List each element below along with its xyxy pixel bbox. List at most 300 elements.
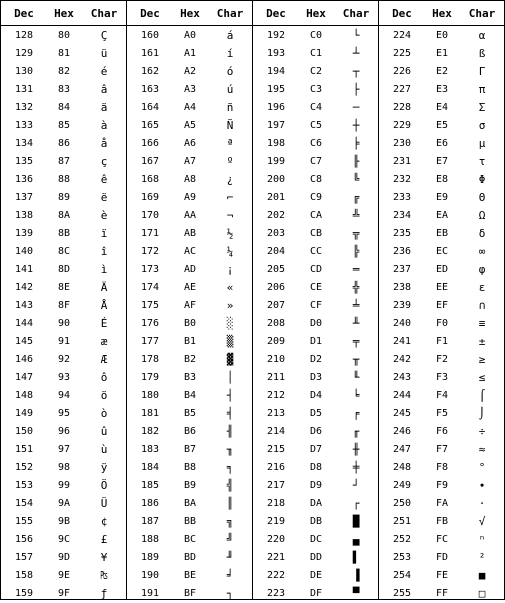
cell-hex: EE (435, 282, 449, 293)
cell-dec: 146 (14, 354, 34, 365)
cell-char: ╖ (226, 443, 234, 456)
cell-dec: 201 (266, 192, 286, 203)
cell-hex: C3 (309, 84, 323, 95)
cell-hex: 94 (57, 390, 71, 401)
cell-hex: 85 (57, 120, 71, 131)
cell-char: ⌐ (226, 191, 234, 204)
cell-dec: 175 (140, 300, 160, 311)
cell-hex: FD (435, 552, 449, 563)
cell-char: τ (478, 155, 486, 168)
cell-dec: 251 (392, 516, 412, 527)
cell-hex: 91 (57, 336, 71, 347)
cell-hex: 97 (57, 444, 71, 455)
cell-char: ÿ (100, 461, 108, 474)
cell-dec: 128 (14, 30, 34, 41)
cell-hex: B7 (183, 444, 197, 455)
cell-dec: 230 (392, 138, 412, 149)
cell-char: å (100, 137, 108, 150)
cell-hex: CC (309, 246, 323, 257)
cell-hex: E7 (435, 156, 449, 167)
cell-dec: 144 (14, 318, 34, 329)
cell-hex: F4 (435, 390, 449, 401)
cell-dec: 222 (266, 570, 286, 581)
cell-dec: 170 (140, 210, 160, 221)
header-hex: Hex (432, 7, 452, 20)
cell-dec: 168 (140, 174, 160, 185)
cell-hex: 86 (57, 138, 71, 149)
cell-char: ä (100, 101, 108, 114)
cell-hex: A8 (183, 174, 197, 185)
cell-char: £ (100, 533, 108, 546)
cell-dec: 133 (14, 120, 34, 131)
cell-char: ╝ (226, 533, 234, 546)
cell-char: └ (352, 29, 360, 42)
cell-dec: 159 (14, 588, 34, 599)
cell-dec: 173 (140, 264, 160, 275)
cell-dec: 160 (140, 30, 160, 41)
cell-dec: 204 (266, 246, 286, 257)
cell-char: ┼ (352, 119, 360, 132)
cell-dec: 190 (140, 570, 160, 581)
cell-dec: 153 (14, 480, 34, 491)
cell-char: ¡ (226, 263, 234, 276)
cell-char: ≥ (478, 353, 486, 366)
cell-dec: 213 (266, 408, 286, 419)
cell-char: É (100, 317, 108, 330)
cell-dec: 228 (392, 102, 412, 113)
cell-char: Σ (478, 101, 486, 114)
cell-hex: 9B (57, 516, 71, 527)
cell-hex: C4 (309, 102, 323, 113)
cell-dec: 208 (266, 318, 286, 329)
cell-dec: 199 (266, 156, 286, 167)
cell-char: Γ (478, 65, 486, 78)
cell-dec: 141 (14, 264, 34, 275)
cell-hex: EB (435, 228, 449, 239)
cell-dec: 181 (140, 408, 160, 419)
cell-dec: 253 (392, 552, 412, 563)
cell-char: » (226, 299, 234, 312)
cell-hex: CE (309, 282, 323, 293)
cell-char: æ (100, 335, 108, 348)
cell-hex: F3 (435, 372, 449, 383)
cell-hex: 8E (57, 282, 71, 293)
cell-hex: EA (435, 210, 449, 221)
cell-hex: E8 (435, 174, 449, 185)
cell-char: ∩ (478, 299, 486, 312)
cell-dec: 219 (266, 516, 286, 527)
cell-hex: BA (183, 498, 197, 509)
cell-dec: 161 (140, 48, 160, 59)
cell-char: ▌ (352, 551, 360, 564)
cell-hex: E1 (435, 48, 449, 59)
cell-hex: 8C (57, 246, 71, 257)
cell-hex: F7 (435, 444, 449, 455)
cell-char: Ä (100, 281, 108, 294)
cell-hex: FE (435, 570, 449, 581)
cell-dec: 203 (266, 228, 286, 239)
cell-hex: C1 (309, 48, 323, 59)
cell-dec: 165 (140, 120, 160, 131)
cell-char: ¬ (226, 209, 234, 222)
cell-char: ï (100, 227, 108, 240)
cell-dec: 157 (14, 552, 34, 563)
cell-dec: 218 (266, 498, 286, 509)
cell-dec: 139 (14, 228, 34, 239)
cell-dec: 225 (392, 48, 412, 59)
cell-char: ≈ (478, 443, 486, 456)
cell-char: ¢ (100, 515, 108, 528)
cell-dec: 188 (140, 534, 160, 545)
cell-char: ½ (226, 227, 234, 240)
cell-char: ª (226, 137, 234, 150)
cell-hex: 82 (57, 66, 71, 77)
cell-dec: 244 (392, 390, 412, 401)
cell-dec: 196 (266, 102, 286, 113)
cell-hex: A3 (183, 84, 197, 95)
cell-hex: 95 (57, 408, 71, 419)
cell-char: ú (226, 83, 234, 96)
cell-dec: 198 (266, 138, 286, 149)
cell-dec: 229 (392, 120, 412, 131)
cell-char: ═ (352, 263, 360, 276)
cell-hex: B4 (183, 390, 197, 401)
cell-dec: 149 (14, 408, 34, 419)
cell-hex: F9 (435, 480, 449, 491)
cell-char: ┤ (226, 389, 234, 402)
cell-hex: F5 (435, 408, 449, 419)
cell-hex: A7 (183, 156, 197, 167)
cell-dec: 255 (392, 588, 412, 599)
cell-hex: E2 (435, 66, 449, 77)
cell-char: ε (478, 281, 486, 294)
cell-hex: 8B (57, 228, 71, 239)
cell-char: Φ (478, 173, 486, 186)
cell-dec: 163 (140, 84, 160, 95)
cell-char: ² (478, 551, 486, 564)
cell-char: ± (478, 335, 486, 348)
cell-dec: 246 (392, 426, 412, 437)
cell-dec: 214 (266, 426, 286, 437)
cell-hex: 89 (57, 192, 71, 203)
cell-char: é (100, 65, 108, 78)
cell-char: î (100, 245, 108, 258)
cell-hex: F1 (435, 336, 449, 347)
cell-hex: C2 (309, 66, 323, 77)
cell-dec: 220 (266, 534, 286, 545)
cell-hex: 8F (57, 300, 71, 311)
header-dec: Dec (14, 7, 34, 20)
cell-hex: AF (183, 300, 197, 311)
cell-dec: 166 (140, 138, 160, 149)
cell-hex: F8 (435, 462, 449, 473)
cell-dec: 200 (266, 174, 286, 185)
cell-dec: 210 (266, 354, 286, 365)
cell-hex: A5 (183, 120, 197, 131)
cell-dec: 148 (14, 390, 34, 401)
cell-dec: 162 (140, 66, 160, 77)
cell-char: ≡ (478, 317, 486, 330)
cell-hex: CD (309, 264, 323, 275)
cell-dec: 186 (140, 498, 160, 509)
cell-dec: 192 (266, 30, 286, 41)
cell-hex: AA (183, 210, 197, 221)
cell-hex: A6 (183, 138, 197, 149)
group-divider-1 (126, 1, 127, 599)
cell-hex: B8 (183, 462, 197, 473)
cell-dec: 167 (140, 156, 160, 167)
cell-dec: 242 (392, 354, 412, 365)
cell-dec: 136 (14, 174, 34, 185)
cell-char: ÷ (478, 425, 486, 438)
cell-dec: 130 (14, 66, 34, 77)
header-char: Char (90, 7, 118, 20)
cell-char: ├ (352, 83, 360, 96)
cell-char: ó (226, 65, 234, 78)
header-dec: Dec (140, 7, 160, 20)
cell-char: ò (100, 407, 108, 420)
cell-char: ∙ (478, 479, 486, 492)
cell-hex: 9A (57, 498, 71, 509)
cell-char: ö (100, 389, 108, 402)
header-char: Char (468, 7, 496, 20)
cell-char: ┌ (352, 497, 360, 510)
cell-char: ╓ (352, 425, 360, 438)
cell-hex: F2 (435, 354, 449, 365)
cell-dec: 155 (14, 516, 34, 527)
cell-dec: 172 (140, 246, 160, 257)
cell-char: ▒ (226, 335, 234, 348)
cell-hex: 9D (57, 552, 71, 563)
cell-hex: D6 (309, 426, 323, 437)
cell-hex: D5 (309, 408, 323, 419)
cell-hex: E4 (435, 102, 449, 113)
cell-hex: EF (435, 300, 449, 311)
cell-hex: E5 (435, 120, 449, 131)
cell-char: ╕ (226, 461, 234, 474)
cell-hex: BC (183, 534, 197, 545)
cell-dec: 195 (266, 84, 286, 95)
cell-dec: 247 (392, 444, 412, 455)
cell-hex: C5 (309, 120, 323, 131)
cell-hex: 9C (57, 534, 71, 545)
cell-char: ≤ (478, 371, 486, 384)
cell-char: ô (100, 371, 108, 384)
cell-hex: 81 (57, 48, 71, 59)
cell-char: ì (100, 263, 108, 276)
cell-dec: 151 (14, 444, 34, 455)
cell-char: ° (478, 461, 486, 474)
cell-hex: C0 (309, 30, 323, 41)
cell-hex: BB (183, 516, 197, 527)
cell-hex: B3 (183, 372, 197, 383)
cell-hex: B1 (183, 336, 197, 347)
cell-dec: 236 (392, 246, 412, 257)
cell-dec: 158 (14, 570, 34, 581)
cell-dec: 197 (266, 120, 286, 131)
cell-dec: 169 (140, 192, 160, 203)
cell-dec: 152 (14, 462, 34, 473)
cell-dec: 249 (392, 480, 412, 491)
header-char: Char (216, 7, 244, 20)
cell-char: ╫ (352, 443, 360, 456)
cell-hex: FF (435, 588, 449, 599)
cell-hex: BD (183, 552, 197, 563)
cell-hex: 9E (57, 570, 71, 581)
cell-char: Θ (478, 191, 486, 204)
cell-hex: A4 (183, 102, 197, 113)
cell-char: ƒ (100, 587, 108, 600)
cell-char: ▓ (226, 353, 234, 366)
cell-dec: 207 (266, 300, 286, 311)
cell-char: ╩ (352, 209, 360, 222)
cell-char: û (100, 425, 108, 438)
cell-char: φ (478, 263, 486, 276)
cell-hex: 98 (57, 462, 71, 473)
cell-hex: D1 (309, 336, 323, 347)
cell-char: ╠ (352, 245, 360, 258)
cell-char: ß (478, 47, 486, 60)
cell-dec: 227 (392, 84, 412, 95)
cell-hex: DF (309, 588, 323, 599)
cell-char: ╒ (352, 407, 360, 420)
cell-dec: 131 (14, 84, 34, 95)
cell-dec: 245 (392, 408, 412, 419)
cell-hex: B0 (183, 318, 197, 329)
cell-hex: E3 (435, 84, 449, 95)
cell-char: ¿ (226, 173, 234, 186)
cell-dec: 191 (140, 588, 160, 599)
cell-hex: D3 (309, 372, 323, 383)
cell-hex: 80 (57, 30, 71, 41)
cell-char: ┐ (226, 587, 234, 600)
cell-dec: 215 (266, 444, 286, 455)
cell-char: ╔ (352, 191, 360, 204)
cell-hex: E9 (435, 192, 449, 203)
header-hex: Hex (306, 7, 326, 20)
cell-char: á (226, 29, 234, 42)
cell-hex: AC (183, 246, 197, 257)
cell-char: ╘ (352, 389, 360, 402)
cell-hex: D7 (309, 444, 323, 455)
cell-char: í (226, 47, 234, 60)
cell-char: Ñ (226, 119, 234, 132)
cell-char: à (100, 119, 108, 132)
cell-char: ₧ (100, 569, 108, 582)
cell-char: ñ (226, 101, 234, 114)
cell-char: ╤ (352, 335, 360, 348)
cell-char: π (478, 83, 486, 96)
cell-char: σ (478, 119, 486, 132)
cell-char: ë (100, 191, 108, 204)
cell-char: ê (100, 173, 108, 186)
cell-dec: 182 (140, 426, 160, 437)
cell-dec: 235 (392, 228, 412, 239)
cell-char: è (100, 209, 108, 222)
cell-dec: 145 (14, 336, 34, 347)
cell-dec: 209 (266, 336, 286, 347)
cell-char: Ç (100, 29, 108, 42)
group-divider-2 (252, 1, 253, 599)
cell-char: ╬ (352, 281, 360, 294)
cell-hex: DE (309, 570, 323, 581)
cell-hex: 87 (57, 156, 71, 167)
cell-char: ╞ (352, 137, 360, 150)
cell-char: ─ (352, 101, 360, 114)
cell-dec: 177 (140, 336, 160, 347)
cell-dec: 224 (392, 30, 412, 41)
cell-dec: 217 (266, 480, 286, 491)
cell-dec: 221 (266, 552, 286, 563)
cell-dec: 231 (392, 156, 412, 167)
cell-dec: 135 (14, 156, 34, 167)
cell-dec: 194 (266, 66, 286, 77)
cell-hex: 88 (57, 174, 71, 185)
cell-hex: F6 (435, 426, 449, 437)
cell-hex: FA (435, 498, 449, 509)
cell-dec: 239 (392, 300, 412, 311)
cell-char: º (226, 155, 234, 168)
group-divider-3 (378, 1, 379, 599)
cell-dec: 174 (140, 282, 160, 293)
cell-hex: A9 (183, 192, 197, 203)
cell-hex: 96 (57, 426, 71, 437)
cell-dec: 147 (14, 372, 34, 383)
cell-char: ╚ (352, 173, 360, 186)
cell-dec: 232 (392, 174, 412, 185)
cell-char: ⁿ (478, 533, 486, 546)
cell-char: Ü (100, 497, 108, 510)
cell-hex: B5 (183, 408, 197, 419)
cell-char: ■ (478, 569, 486, 582)
cell-char: ╟ (352, 155, 360, 168)
cell-dec: 240 (392, 318, 412, 329)
cell-dec: 142 (14, 282, 34, 293)
cell-hex: C8 (309, 174, 323, 185)
cell-hex: BF (183, 588, 197, 599)
cell-char: α (478, 29, 486, 42)
cell-hex: DC (309, 534, 323, 545)
cell-char: ∞ (478, 245, 486, 258)
cell-hex: A1 (183, 48, 197, 59)
cell-dec: 176 (140, 318, 160, 329)
cell-char: « (226, 281, 234, 294)
cell-dec: 212 (266, 390, 286, 401)
cell-char: Ω (478, 209, 486, 222)
cell-hex: CF (309, 300, 323, 311)
cell-char: ⌠ (478, 389, 486, 402)
cell-hex: C9 (309, 192, 323, 203)
cell-dec: 138 (14, 210, 34, 221)
cell-dec: 184 (140, 462, 160, 473)
cell-hex: F0 (435, 318, 449, 329)
cell-hex: B2 (183, 354, 197, 365)
cell-char: ║ (226, 497, 234, 510)
cell-char: ¼ (226, 245, 234, 258)
cell-char: ┬ (352, 65, 360, 78)
header-dec: Dec (266, 7, 286, 20)
cell-dec: 129 (14, 48, 34, 59)
cell-char: ╪ (352, 461, 360, 474)
cell-char: ╡ (226, 407, 234, 420)
cell-hex: D9 (309, 480, 323, 491)
cell-char: ╜ (226, 551, 234, 564)
cell-dec: 243 (392, 372, 412, 383)
header-dec: Dec (392, 7, 412, 20)
cell-hex: A2 (183, 66, 197, 77)
cell-hex: 8A (57, 210, 71, 221)
cell-hex: 83 (57, 84, 71, 95)
